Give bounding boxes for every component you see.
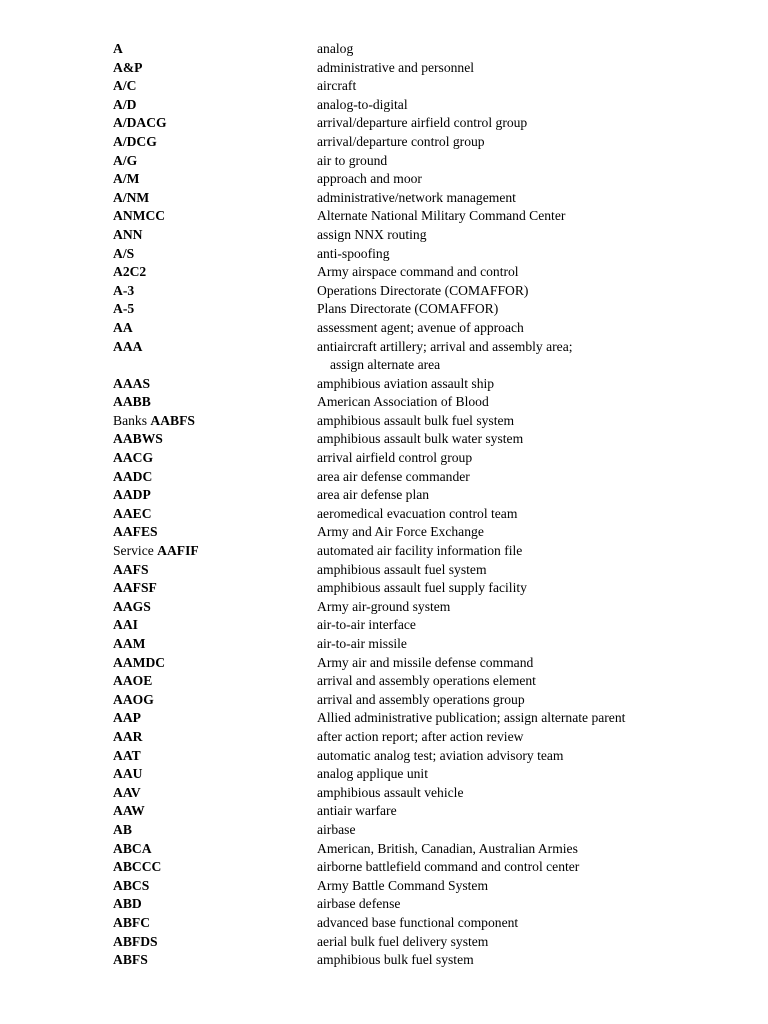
definition-text: amphibious assault bulk water system xyxy=(317,431,524,447)
definition-text: air-to-air interface xyxy=(317,617,416,633)
acronym-abbreviation: AABB xyxy=(113,394,151,410)
acronym-abbreviation: ABFC xyxy=(113,914,151,930)
acronym-entry xyxy=(0,114,768,133)
acronym-abbreviation: AAOG xyxy=(113,691,154,707)
acronym-definition xyxy=(317,914,768,933)
acronym-abbreviation: A2C2 xyxy=(113,264,147,280)
acronym-abbreviation: ANMCC xyxy=(113,208,166,224)
acronym-term xyxy=(0,263,317,282)
acronym-abbreviation: A xyxy=(113,41,123,56)
acronym-entry xyxy=(0,709,768,728)
acronym-entry xyxy=(0,616,768,635)
acronym-abbreviation: AAMDC xyxy=(113,654,166,670)
acronym-abbreviation: AAA xyxy=(113,338,143,354)
acronym-abbreviation: AA xyxy=(113,319,133,335)
acronym-definition xyxy=(317,468,768,487)
acronym-term xyxy=(0,319,317,338)
acronym-entry xyxy=(0,77,768,96)
acronym-abbreviation: AAM xyxy=(113,636,146,651)
acronym-definition xyxy=(317,40,768,59)
acronym-entry xyxy=(0,784,768,803)
acronym-abbreviation: AAU xyxy=(113,766,143,782)
acronym-term xyxy=(0,747,317,766)
acronym-definition xyxy=(317,635,768,654)
acronym-definition xyxy=(317,840,768,859)
definition-text: American, British, Canadian, Australian Armies xyxy=(317,840,578,856)
acronym-entry xyxy=(0,728,768,747)
acronym-definition xyxy=(317,598,768,617)
definition-text: anti-spoofing xyxy=(317,245,390,261)
acronym-abbreviation: AAFS xyxy=(113,561,149,577)
definition-text: antiaircraft artillery; arrival and assembly area; xyxy=(317,338,573,354)
acronym-term xyxy=(0,133,317,152)
definition-text: Alternate National Military Command Center xyxy=(317,208,566,224)
acronym-entry xyxy=(0,207,768,226)
acronym-abbreviation: AAV xyxy=(113,784,141,800)
acronym-definition xyxy=(317,170,768,189)
acronym-term xyxy=(0,616,317,635)
acronym-entry xyxy=(0,189,768,208)
acronym-definition xyxy=(317,895,768,914)
acronym-entry xyxy=(0,226,768,245)
acronym-abbreviation: AAFES xyxy=(113,524,158,540)
acronym-list xyxy=(0,40,768,970)
acronym-abbreviation: ABFDS xyxy=(113,933,158,949)
acronym-definition xyxy=(317,282,768,301)
definition-text: amphibious assault bulk fuel system xyxy=(317,412,515,428)
acronym-entry xyxy=(0,170,768,189)
acronym-term xyxy=(0,152,317,171)
acronym-entry xyxy=(0,338,768,375)
acronym-term xyxy=(0,598,317,617)
definition-text: analog-to-digital xyxy=(317,96,408,112)
definition-text: Army Battle Command System xyxy=(317,877,489,893)
acronym-entry xyxy=(0,598,768,617)
acronym-entry xyxy=(0,654,768,673)
acronym-term xyxy=(0,877,317,896)
acronym-definition xyxy=(317,300,768,319)
acronym-term xyxy=(0,245,317,264)
acronym-entry xyxy=(0,672,768,691)
acronym-abbreviation: ABFS xyxy=(113,952,148,968)
acronym-entry xyxy=(0,263,768,282)
acronym-definition xyxy=(317,951,768,970)
definition-text: airborne battlefield command and control center xyxy=(317,859,580,875)
acronym-term xyxy=(0,672,317,691)
acronym-definition xyxy=(317,747,768,766)
definition-text: aeromedical evacuation control team xyxy=(317,505,518,521)
definition-text: automated air facility information file xyxy=(317,543,523,559)
definition-text: after action report; after action review xyxy=(317,728,524,744)
acronym-abbreviation: ABCS xyxy=(113,877,150,893)
definition-text: amphibious aviation assault ship xyxy=(317,375,495,391)
definition-continuation: assign alternate area xyxy=(330,357,441,373)
acronym-entry xyxy=(0,821,768,840)
acronym-term xyxy=(0,393,317,412)
acronym-entry xyxy=(0,375,768,394)
definition-text: Army airspace command and control xyxy=(317,264,519,280)
acronym-term xyxy=(0,561,317,580)
acronym-term xyxy=(0,59,317,78)
acronym-abbreviation: ABCA xyxy=(113,840,152,856)
acronym-abbreviation: AADC xyxy=(113,468,153,484)
acronym-term xyxy=(0,821,317,840)
acronym-entry xyxy=(0,40,768,59)
acronym-entry xyxy=(0,914,768,933)
definition-text: American Association of Blood xyxy=(317,394,489,410)
acronym-abbreviation: AACG xyxy=(113,450,154,466)
acronym-term xyxy=(0,840,317,859)
acronym-definition xyxy=(317,430,768,449)
acronym-definition xyxy=(317,877,768,896)
acronym-term xyxy=(0,282,317,301)
definition-text: administrative/network management xyxy=(317,189,516,205)
acronym-entry xyxy=(0,579,768,598)
definition-text: analog xyxy=(317,41,354,56)
acronym-definition xyxy=(317,245,768,264)
acronym-definition xyxy=(317,319,768,338)
acronym-term xyxy=(0,728,317,747)
acronym-term xyxy=(0,579,317,598)
acronym-term xyxy=(0,40,317,59)
acronym-entry xyxy=(0,747,768,766)
definition-text: amphibious assault vehicle xyxy=(317,784,464,800)
acronym-abbreviation: ABD xyxy=(113,896,142,912)
acronym-definition xyxy=(317,802,768,821)
acronym-definition xyxy=(317,375,768,394)
acronym-entry xyxy=(0,282,768,301)
acronym-definition xyxy=(317,486,768,505)
definition-text: assessment agent; avenue of approach xyxy=(317,319,524,335)
acronym-abbreviation: AAR xyxy=(113,728,143,744)
acronym-entry xyxy=(0,152,768,171)
acronym-term xyxy=(0,412,317,431)
definition-text: arrival airfield control group xyxy=(317,450,473,466)
acronym-definition xyxy=(317,672,768,691)
acronym-abbreviation: AABFS xyxy=(150,412,195,428)
acronym-entry xyxy=(0,430,768,449)
acronym-abbreviation: A/S xyxy=(113,245,135,261)
acronym-term xyxy=(0,951,317,970)
acronym-term xyxy=(0,933,317,952)
acronym-definition xyxy=(317,505,768,524)
acronym-entry xyxy=(0,505,768,524)
acronym-definition xyxy=(317,709,768,728)
acronym-term xyxy=(0,895,317,914)
definition-text: advanced base functional component xyxy=(317,914,519,930)
acronym-abbreviation: AAGS xyxy=(113,598,151,614)
definition-text: airbase defense xyxy=(317,896,401,912)
acronym-term xyxy=(0,207,317,226)
acronym-abbreviation: AAFSF xyxy=(113,580,157,596)
acronym-entry xyxy=(0,245,768,264)
definition-text: area air defense commander xyxy=(317,468,470,484)
definition-text: administrative and personnel xyxy=(317,59,475,75)
acronym-entry xyxy=(0,319,768,338)
definition-text: automatic analog test; aviation advisory team xyxy=(317,747,564,763)
acronym-entry xyxy=(0,802,768,821)
acronym-definition xyxy=(317,338,768,375)
acronym-entry xyxy=(0,59,768,78)
acronym-definition xyxy=(317,96,768,115)
acronym-entry xyxy=(0,393,768,412)
acronym-term xyxy=(0,635,317,654)
acronym-definition xyxy=(317,561,768,580)
definition-text: Army air-ground system xyxy=(317,598,451,614)
acronym-abbreviation: A-3 xyxy=(113,282,135,298)
acronym-term xyxy=(0,226,317,245)
acronym-definition xyxy=(317,654,768,673)
definition-text: amphibious assault fuel supply facility xyxy=(317,580,527,596)
acronym-definition xyxy=(317,784,768,803)
term-prefix-text: Service xyxy=(113,543,158,559)
definition-text: aircraft xyxy=(317,78,357,94)
acronym-abbreviation: A/NM xyxy=(113,189,150,205)
acronym-abbreviation: ABCCC xyxy=(113,859,162,875)
acronym-term xyxy=(0,654,317,673)
acronym-abbreviation: A-5 xyxy=(113,301,135,317)
acronym-term xyxy=(0,170,317,189)
definition-text: arrival/departure airfield control group xyxy=(317,115,528,131)
acronym-abbreviation: A/M xyxy=(113,171,140,187)
acronym-definition xyxy=(317,207,768,226)
acronym-entry xyxy=(0,895,768,914)
definition-text: aerial bulk fuel delivery system xyxy=(317,933,489,949)
acronym-term xyxy=(0,486,317,505)
acronym-definition xyxy=(317,728,768,747)
acronym-term xyxy=(0,914,317,933)
acronym-abbreviation: AAOE xyxy=(113,673,153,689)
definition-text: antiair warfare xyxy=(317,803,397,819)
acronym-term xyxy=(0,709,317,728)
acronym-definition xyxy=(317,691,768,710)
acronym-term xyxy=(0,802,317,821)
acronym-definition xyxy=(317,114,768,133)
acronym-term xyxy=(0,96,317,115)
acronym-abbreviation: AAI xyxy=(113,617,138,633)
acronym-term xyxy=(0,449,317,468)
definition-text: approach and moor xyxy=(317,171,422,187)
acronym-entry xyxy=(0,133,768,152)
acronym-term xyxy=(0,77,317,96)
acronym-term xyxy=(0,338,317,357)
acronym-entry xyxy=(0,840,768,859)
acronym-abbreviation: AAEC xyxy=(113,505,152,521)
acronym-term xyxy=(0,542,317,561)
acronym-entry xyxy=(0,542,768,561)
acronym-term xyxy=(0,300,317,319)
acronym-term xyxy=(0,784,317,803)
definition-text: amphibious assault fuel system xyxy=(317,561,487,577)
acronym-term xyxy=(0,114,317,133)
acronym-definition xyxy=(317,765,768,784)
acronym-abbreviation: AAW xyxy=(113,803,145,819)
acronym-abbreviation: AB xyxy=(113,821,132,837)
acronym-term xyxy=(0,523,317,542)
acronym-definition xyxy=(317,933,768,952)
acronym-abbreviation: AAT xyxy=(113,747,141,763)
acronym-entry xyxy=(0,300,768,319)
acronym-term xyxy=(0,858,317,877)
acronym-definition xyxy=(317,393,768,412)
acronym-definition xyxy=(317,263,768,282)
acronym-entry xyxy=(0,412,768,431)
acronym-abbreviation: A/G xyxy=(113,152,138,168)
acronym-entry xyxy=(0,449,768,468)
acronym-definition xyxy=(317,133,768,152)
acronym-term xyxy=(0,430,317,449)
acronym-definition xyxy=(317,59,768,78)
acronym-definition xyxy=(317,616,768,635)
acronym-abbreviation: A&P xyxy=(113,59,143,75)
acronym-abbreviation: A/C xyxy=(113,78,137,94)
definition-text: area air defense plan xyxy=(317,487,430,503)
acronym-entry xyxy=(0,765,768,784)
definition-text: Allied administrative publication; assign alternate parent xyxy=(317,710,626,726)
definition-text: Army air and missile defense command xyxy=(317,654,534,670)
definition-text: airbase xyxy=(317,821,356,837)
definition-text: air to ground xyxy=(317,152,388,168)
acronym-term xyxy=(0,691,317,710)
acronym-definition xyxy=(317,858,768,877)
definition-text: arrival and assembly operations group xyxy=(317,691,525,707)
acronym-definition xyxy=(317,821,768,840)
acronym-definition xyxy=(317,189,768,208)
acronym-term xyxy=(0,375,317,394)
definition-text: air-to-air missile xyxy=(317,636,407,651)
acronym-abbreviation: A/DCG xyxy=(113,133,157,149)
acronym-entry xyxy=(0,561,768,580)
acronym-entry xyxy=(0,486,768,505)
definition-text: Army and Air Force Exchange xyxy=(317,524,484,540)
acronym-definition xyxy=(317,412,768,431)
acronym-abbreviation: ANN xyxy=(113,226,143,242)
acronym-entry xyxy=(0,691,768,710)
definition-text: amphibious bulk fuel system xyxy=(317,952,474,968)
acronym-abbreviation: AAP xyxy=(113,710,141,726)
acronym-definition xyxy=(317,579,768,598)
acronym-abbreviation: AADP xyxy=(113,487,151,503)
acronym-definition xyxy=(317,152,768,171)
acronym-term xyxy=(0,765,317,784)
definition-text: Plans Directorate (COMAFFOR) xyxy=(317,301,499,317)
definition-text: arrival and assembly operations element xyxy=(317,673,536,689)
acronym-entry xyxy=(0,468,768,487)
acronym-term xyxy=(0,468,317,487)
acronym-abbreviation: A/D xyxy=(113,96,137,112)
acronym-abbreviation: AAFIF xyxy=(157,543,199,559)
acronym-entry xyxy=(0,951,768,970)
acronym-definition xyxy=(317,542,768,561)
acronym-entry xyxy=(0,858,768,877)
acronym-definition xyxy=(317,226,768,245)
acronym-abbreviation: AAAS xyxy=(113,375,151,391)
acronym-definition xyxy=(317,77,768,96)
definition-text: Operations Directorate (COMAFFOR) xyxy=(317,282,529,298)
acronym-entry xyxy=(0,96,768,115)
acronym-definition xyxy=(317,523,768,542)
definition-text: assign NNX routing xyxy=(317,226,427,242)
acronym-entry xyxy=(0,635,768,654)
acronym-term xyxy=(0,189,317,208)
acronym-abbreviation: A/DACG xyxy=(113,115,167,131)
acronym-definition xyxy=(317,449,768,468)
term-prefix-text: Banks xyxy=(113,412,151,428)
acronym-entry xyxy=(0,933,768,952)
acronym-entry xyxy=(0,523,768,542)
definition-text: analog applique unit xyxy=(317,766,428,782)
acronym-abbreviation: AABWS xyxy=(113,431,163,447)
definition-text: arrival/departure control group xyxy=(317,133,485,149)
acronym-term xyxy=(0,505,317,524)
acronym-entry xyxy=(0,877,768,896)
